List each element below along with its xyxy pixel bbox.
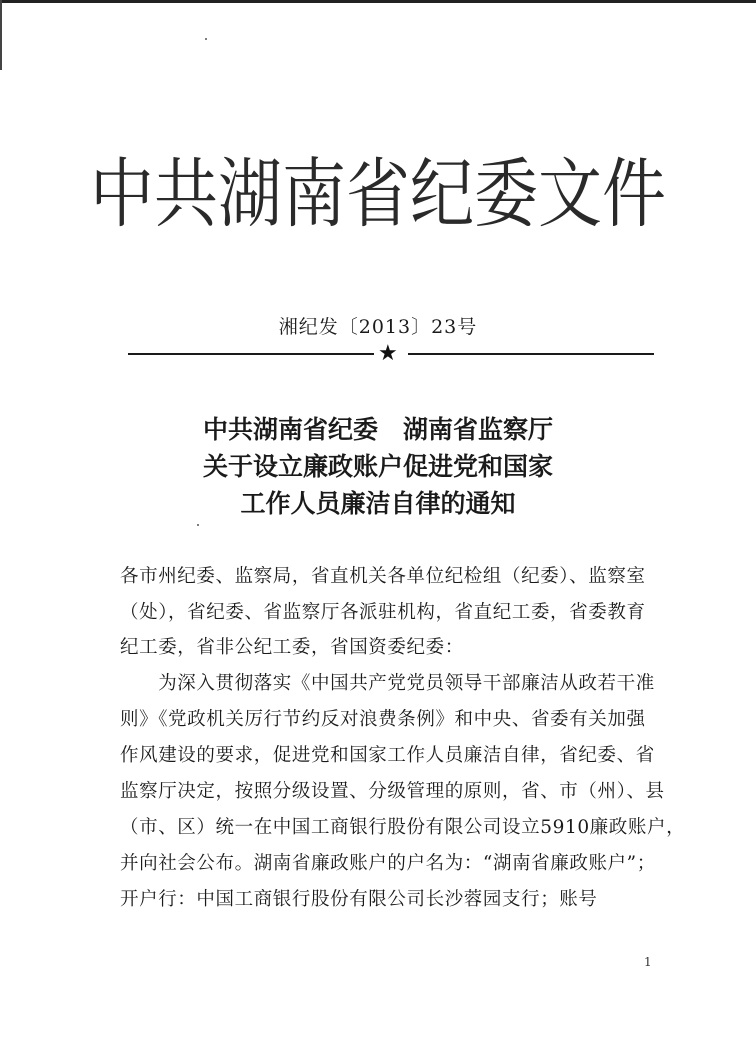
body-text-line: 并向社会公布。湖南省廉政账户的户名为：“湖南省廉政账户”；: [120, 853, 656, 874]
page-number: 1: [644, 955, 652, 969]
notice-title-line: 中共湖南省纪委 湖南省监察厅: [202, 415, 553, 444]
scan-speck: [205, 38, 207, 40]
header-divider-left: [128, 353, 374, 355]
body-text-line: （处），省纪委、省监察厅各派驻机构，省直纪工委，省委教育: [120, 602, 646, 623]
body-text-line: 监察厅决定，按照分级设置、分级管理的原则，省、市（州）、县: [120, 781, 665, 802]
star-icon: ★: [378, 341, 398, 366]
document-number: 湘纪发〔2013〕23号: [278, 316, 478, 338]
scan-edge-left: [0, 0, 2, 70]
scan-speck: [197, 524, 199, 526]
body-text-line: 各市州纪委、监察局，省直机关各单位纪检组（纪委）、监察室: [120, 566, 646, 587]
notice-title-line: 工作人员廉洁自律的通知: [240, 489, 516, 518]
body-text-line: 则》《党政机关厉行节约反对浪费条例》和中央、省委有关加强: [120, 709, 646, 730]
body-text-line: 纪工委，省非公纪工委，省国资委纪委：: [120, 637, 464, 658]
notice-title-line: 关于设立廉政账户促进党和国家: [202, 452, 553, 481]
header-divider-right: [408, 353, 654, 355]
document-header-title: 中共湖南省纪委文件: [90, 151, 666, 239]
body-text-line: 为深入贯彻落实《中国共产党党员领导干部廉洁从政若干准: [120, 673, 655, 694]
scan-edge-top: [0, 0, 756, 3]
body-text-line: （市、区）统一在中国工商银行股份有限公司设立5910廉政账户，: [120, 817, 686, 838]
body-text-line: 开户行：中国工商银行股份有限公司长沙蓉园支行；账号: [120, 889, 598, 910]
body-text-line: 作风建设的要求，促进党和国家工作人员廉洁自律，省纪委、省: [120, 745, 655, 766]
